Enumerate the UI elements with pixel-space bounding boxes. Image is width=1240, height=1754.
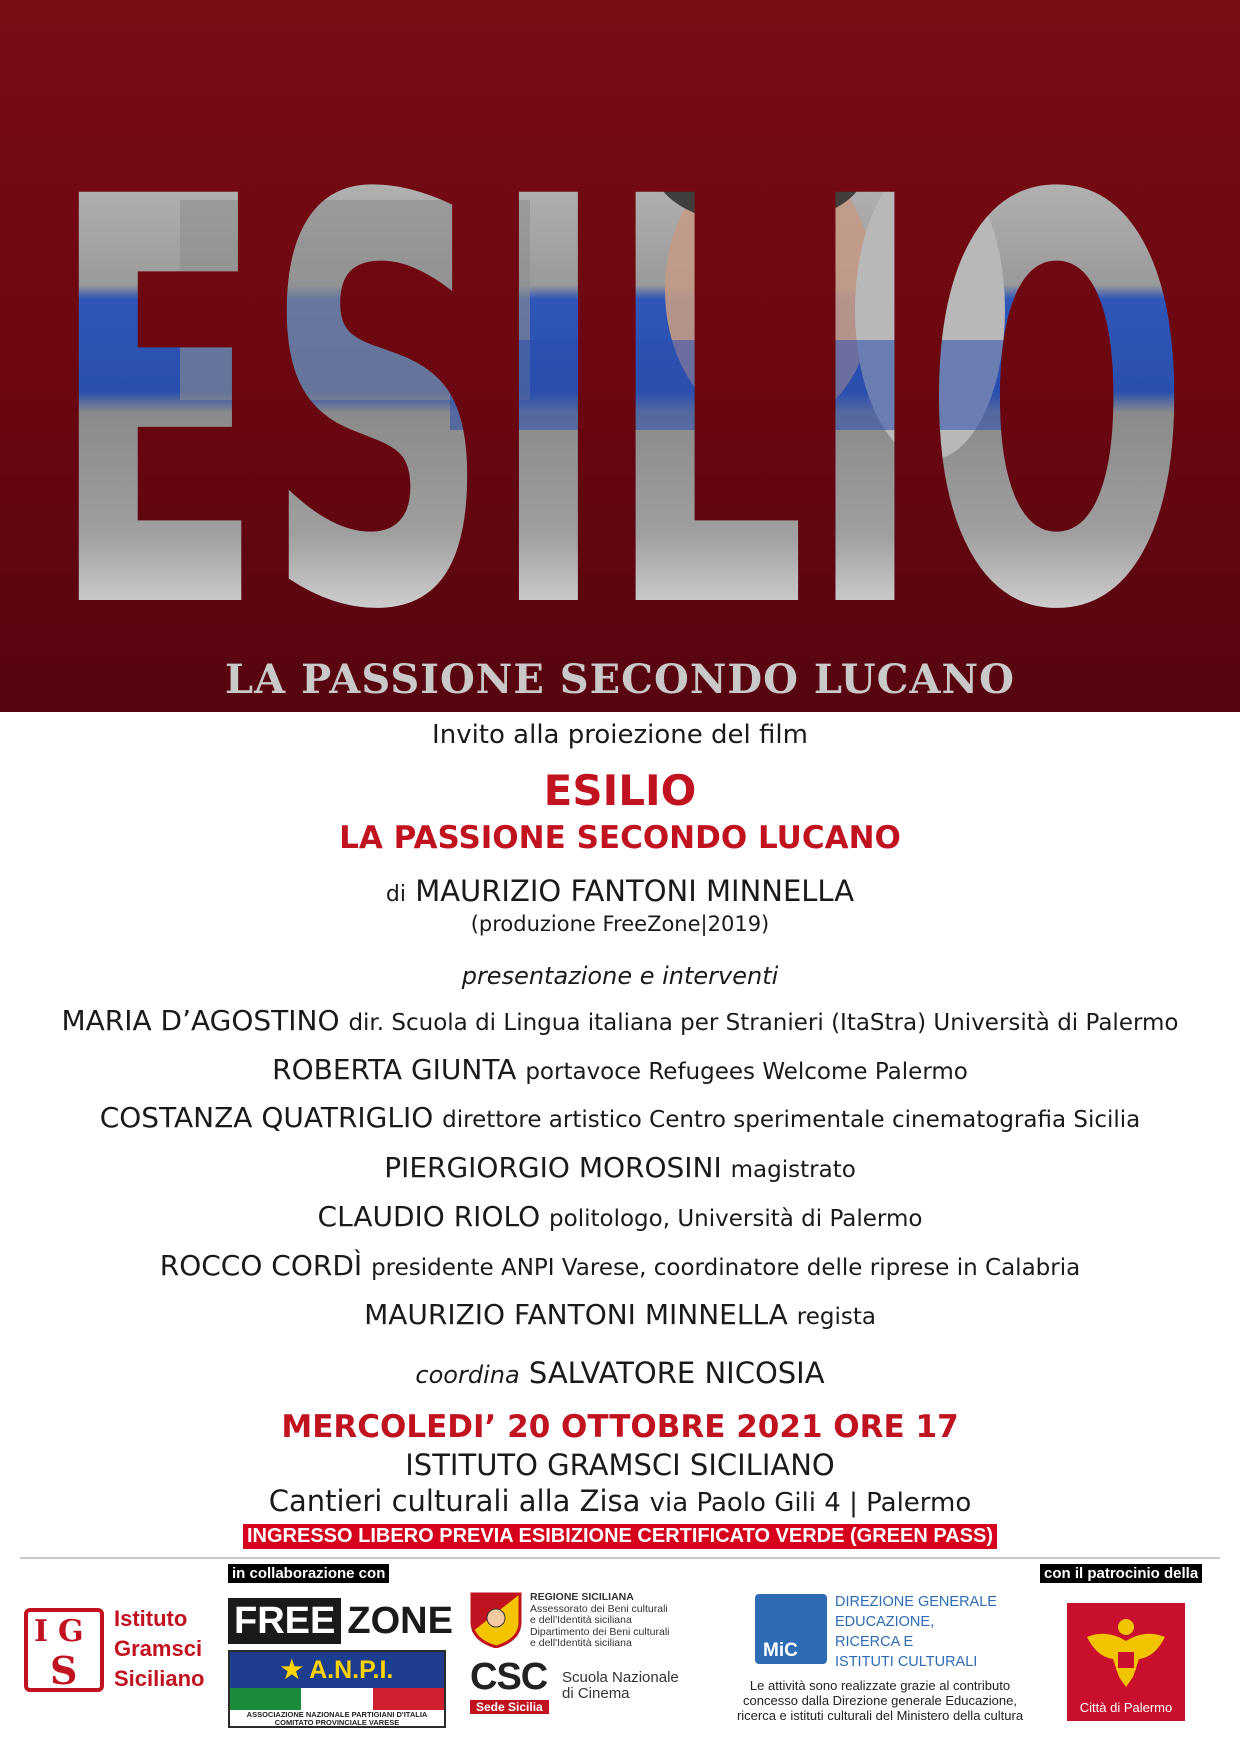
invite-text: Invito alla proiezione del film — [432, 720, 808, 750]
italian-flag-icon — [230, 1688, 444, 1710]
gramsci-line1: Istituto — [114, 1606, 188, 1631]
event-date: MERCOLEDI’ 20 OTTOBRE 2021 ORE 17 — [281, 1409, 959, 1445]
mic-line4: ISTITUTI CULTURALI — [835, 1654, 978, 1670]
speaker-role: regista — [796, 1304, 876, 1330]
speaker-role: portavoce Refugees Welcome Palermo — [525, 1059, 968, 1085]
speaker-row — [0, 1298, 1240, 1331]
film-subtitle: LA PASSIONE SECONDO LUCANO — [339, 820, 901, 856]
regione-line1: REGIONE SICILIANA — [530, 1591, 634, 1603]
coordinator-line — [0, 1356, 1240, 1390]
mic-line2: EDUCAZIONE, — [835, 1614, 935, 1630]
director-line — [0, 874, 1240, 908]
mic-emblem-icon — [755, 1594, 827, 1664]
anpi-caption2: COMITATO PROVINCIALE VARESE — [274, 1718, 400, 1727]
trinacria-shield-icon — [470, 1592, 522, 1648]
film-title: ESILIO — [543, 766, 697, 815]
csc-logo — [470, 1656, 710, 1716]
speaker-name: MARIA D’AGOSTINO — [61, 1004, 340, 1037]
mic-note3: ricerca e istituti culturali del Ministero della cultura — [736, 1708, 1024, 1723]
gramsci-emblem-icon: I G S — [24, 1608, 104, 1692]
regione-line4: Dipartimento dei Beni culturali — [530, 1625, 670, 1638]
speaker-role: presidente ANPI Varese, coordinatore delle riprese in Calabria — [371, 1255, 1081, 1281]
mic-line1: DIREZIONE GENERALE — [835, 1594, 997, 1610]
speaker-name: ROCCO CORDÌ — [159, 1249, 363, 1282]
director-name: MAURIZIO FANTONI MINNELLA — [415, 874, 855, 908]
speaker-role: direttore artistico Centro sperimentale cinematografia Sicilia — [442, 1107, 1141, 1133]
speaker-row — [0, 1200, 1240, 1233]
citta-di-palermo-logo — [1067, 1603, 1185, 1721]
speaker-role: politologo, Università di Palermo — [549, 1206, 923, 1232]
speaker-name: PIERGIORGIO MOROSINI — [384, 1151, 722, 1184]
gramsci-line2: Gramsci — [114, 1636, 203, 1661]
speaker-row — [0, 1004, 1240, 1037]
csc-line2: di Cinema — [562, 1685, 630, 1702]
speaker-role: magistrato — [730, 1157, 856, 1183]
speaker-row — [0, 1101, 1240, 1134]
collaboration-label: in collaborazione con — [228, 1564, 389, 1583]
regione-line5: e dell'Identità siciliana — [530, 1637, 632, 1649]
presentation-label: presentazione e interventi — [461, 962, 779, 990]
gramsci-line3: Siciliano — [114, 1666, 205, 1691]
coordinator-name: SALVATORE NICOSIA — [528, 1356, 825, 1390]
patronage-label: con il patrocinio della — [1040, 1564, 1202, 1583]
event-address — [0, 1484, 1240, 1518]
footer-divider — [20, 1557, 1220, 1559]
gramsci-logo — [20, 1604, 210, 1696]
speaker-row — [0, 1053, 1240, 1086]
production-note: (produzione FreeZone|2019) — [470, 912, 770, 936]
anpi-name: A.N.P.I. — [309, 1656, 394, 1684]
speaker-role: dir. Scuola di Lingua italiana per Stranieri (ItaStra) Università di Palermo — [348, 1010, 1179, 1036]
speaker-row — [0, 1151, 1240, 1184]
freezone-logo — [228, 1598, 453, 1644]
anpi-logo — [228, 1650, 446, 1728]
mic-line3: RICERCA E — [835, 1634, 914, 1650]
mic-note1: Le attività sono realizzate grazie al contributo — [749, 1678, 1011, 1693]
mic-emblem-text: MiC — [763, 1640, 798, 1661]
entry-notice: INGRESSO LIBERO PREVIA ESIBIZIONE CERTIFICATO VERDE (GREEN PASS) — [243, 1524, 997, 1549]
coordinator-label: coordina — [415, 1361, 520, 1389]
mic-logo — [755, 1592, 1005, 1676]
freezone-part2: ZONE — [347, 1599, 453, 1642]
poster-artwork — [0, 0, 1240, 712]
poster-image — [0, 0, 1240, 712]
event-street: via Paolo Gili 4 | Palermo — [649, 1488, 972, 1518]
anpi-caption1: ASSOCIAZIONE NAZIONALE PARTIGIANI D'ITALIA — [246, 1710, 428, 1719]
mic-note2: concesso dalla Direzione generale Educazione, — [743, 1693, 1017, 1708]
director-prefix: di — [385, 882, 406, 907]
regione-siciliana-logo — [470, 1592, 700, 1652]
speaker-name: COSTANZA QUATRIGLIO — [99, 1101, 434, 1134]
speaker-row — [0, 1249, 1240, 1282]
entry-banner — [0, 1524, 1240, 1549]
event-place: Cantieri culturali alla Zisa — [268, 1484, 641, 1518]
speaker-name: MAURIZIO FANTONI MINNELLA — [364, 1298, 788, 1331]
palermo-caption: Città di Palermo — [1079, 1700, 1173, 1715]
speaker-name: CLAUDIO RIOLO — [317, 1200, 541, 1233]
star-icon: ★ — [280, 1656, 310, 1684]
freezone-part1: FREE — [228, 1598, 341, 1644]
mic-funding-note — [715, 1678, 1045, 1723]
regione-line2: Assessorato dei Beni culturali — [530, 1602, 668, 1615]
regione-line3: e dell'Identità siciliana — [530, 1614, 632, 1626]
csc-wordmark: CSC — [470, 1656, 548, 1698]
csc-line1: Scuola Nazionale — [562, 1669, 679, 1686]
speaker-name: ROBERTA GIUNTA — [272, 1053, 517, 1086]
poster-subtitle: LA PASSIONE SECONDO LUCANO — [225, 656, 1015, 703]
eagle-crest-icon — [1067, 1607, 1185, 1697]
event-venue: ISTITUTO GRAMSCI SICILIANO — [405, 1448, 835, 1482]
csc-sede: Sede Sicilia — [470, 1700, 549, 1714]
